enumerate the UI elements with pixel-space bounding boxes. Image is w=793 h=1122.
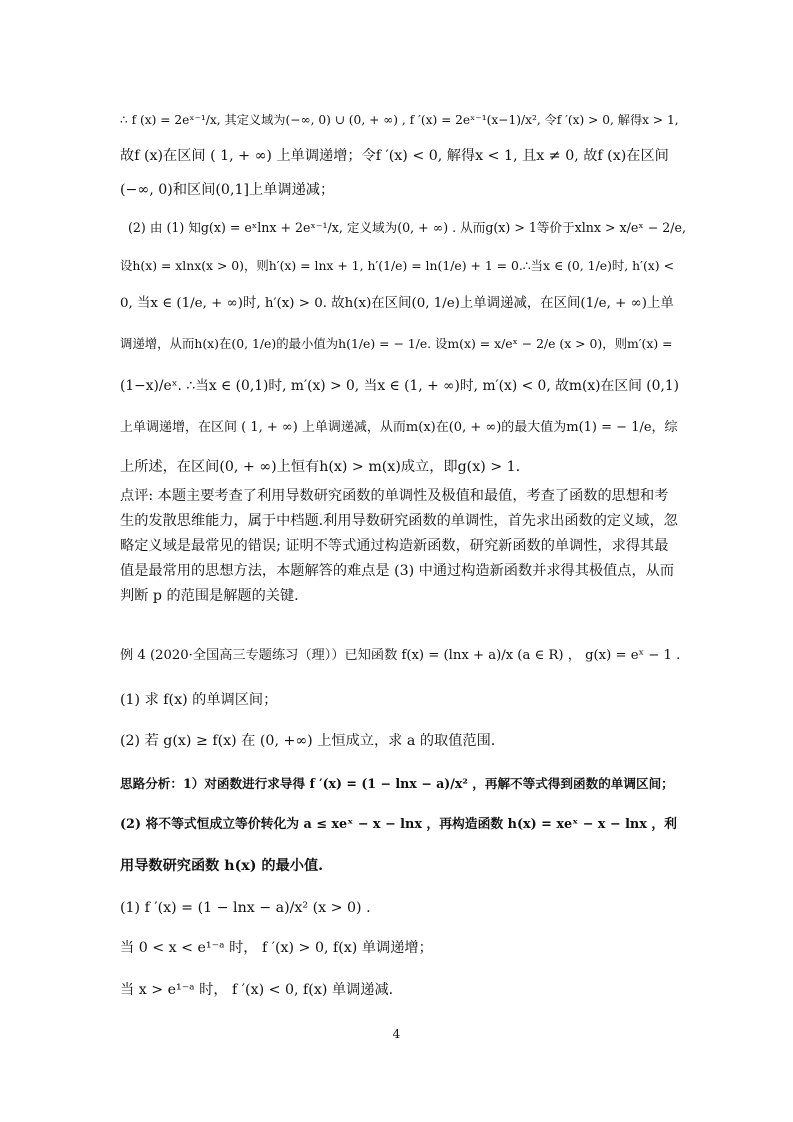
solution-line-3: 当 x > e¹⁻ᵃ 时， f ′(x) < 0, f(x) 单调递减.: [120, 982, 394, 998]
example-question-1: (1) 求 f(x) 的单调区间；: [120, 692, 278, 708]
solution-prev-line-4: (2) 由 (1) 知g(x) = eˣlnx + 2eˣ⁻¹/x, 定义域为(0, + ∞) . 从而g(x) > 1等价于xlnx > x/eˣ − 2/e,: [128, 220, 686, 235]
solution-prev-line-8: (1−x)/eˣ. ∴当x ∈ (0,1)时, m′(x) > 0, 当x ∈ (1, + ∞)时, m′(x) < 0, 故m(x)在区间 (0,1): [120, 378, 680, 394]
solution-prev-line-9: 上单调递增，在区间 ( 1, + ∞) 上单调递减，从而m(x)在(0, + ∞)的最大值为m(1) = − 1/e，综: [120, 420, 678, 435]
example-question-2: (2) 若 g(x) ≥ f(x) 在 (0, +∞) 上恒成立，求 a 的取值范围.: [120, 733, 496, 749]
solution-prev-line-1: ∴ f (x) = 2eˣ⁻¹/x, 其定义域为(−∞, 0) ∪ (0, + ∞) , f ′(x) = 2eˣ⁻¹(x−1)/x², 令f ′(x) > 0, 解得x > 1,: [120, 113, 679, 127]
analysis-line-3: 用导数研究函数 h(x) 的最小值.: [120, 858, 324, 874]
analysis-line-1: 思路分析：1）对函数进行求导得 f ′(x) = (1 − lnx − a)/x² ，再解不等式得到函数的单调区间；: [120, 776, 674, 791]
solution-prev-line-7: 调递增，从而h(x)在(0, 1/e)的最小值为h(1/e) = − 1/e. 设m(x) = x/eˣ − 2/e (x > 0)，则m′(x) =: [120, 336, 673, 351]
solution-line-1: (1) f ′(x) = (1 − lnx − a)/x² (x > 0) .: [120, 900, 371, 916]
page-number: 4: [392, 1027, 401, 1041]
comment-paragraph: 点评: 本题主要考查了利用导数研究函数的单调性及极值和最值，考查了函数的思想和考生的发散思维能力，属于中档题.利用导数研究函数的单调性，首先求出函数的定义域，忽略定义域是最常见的错误; 证明不等式通过构造新函数，研究新函数的单调性，求得其最值是最常用的思想方法，本题解答的难点是 (3) 中通过构造新函数并求得其极值点，从而判断 p 的范围是解题的关键.: [120, 488, 678, 604]
solution-prev-line-6: 0, 当x ∈ (1/e, + ∞)时, h′(x) > 0. 故h(x)在区间(0, 1/e)上单调递减，在区间(1/e, + ∞)上单: [120, 296, 674, 311]
solution-prev-line-5: 设h(x) = xlnx(x > 0)，则h′(x) = lnx + 1, h′(1/e) = ln(1/e) + 1 = 0.∴当x ∈ (0, 1/e)时, h′(x) <: [120, 258, 674, 273]
example-title: 例 4 (2020·全国高三专题练习（理））已知函数 f(x) = (lnx + a)/x (a ∈ R) ， g(x) = eˣ − 1 .: [120, 648, 681, 663]
analysis-line-2: (2) 将不等式恒成立等价转化为 a ≤ xeˣ − x − lnx ，再构造函数 h(x) = xeˣ − x − lnx ，利: [120, 817, 677, 832]
solution-prev-line-2: 故f (x)在区间 ( 1, + ∞) 上单调递增；令f ′(x) < 0, 解得x < 1, 且x ≠ 0, 故f (x)在区间: [120, 148, 669, 164]
solution-line-2: 当 0 < x < e¹⁻ᵃ 时， f ′(x) > 0, f(x) 单调递增；: [120, 940, 433, 956]
solution-prev-line-3: (−∞, 0)和区间(0,1]上单调递减；: [120, 182, 335, 198]
solution-prev-line-10: 上所述，在区间(0, + ∞)上恒有h(x) > m(x)成立，即g(x) > 1.: [120, 459, 521, 475]
